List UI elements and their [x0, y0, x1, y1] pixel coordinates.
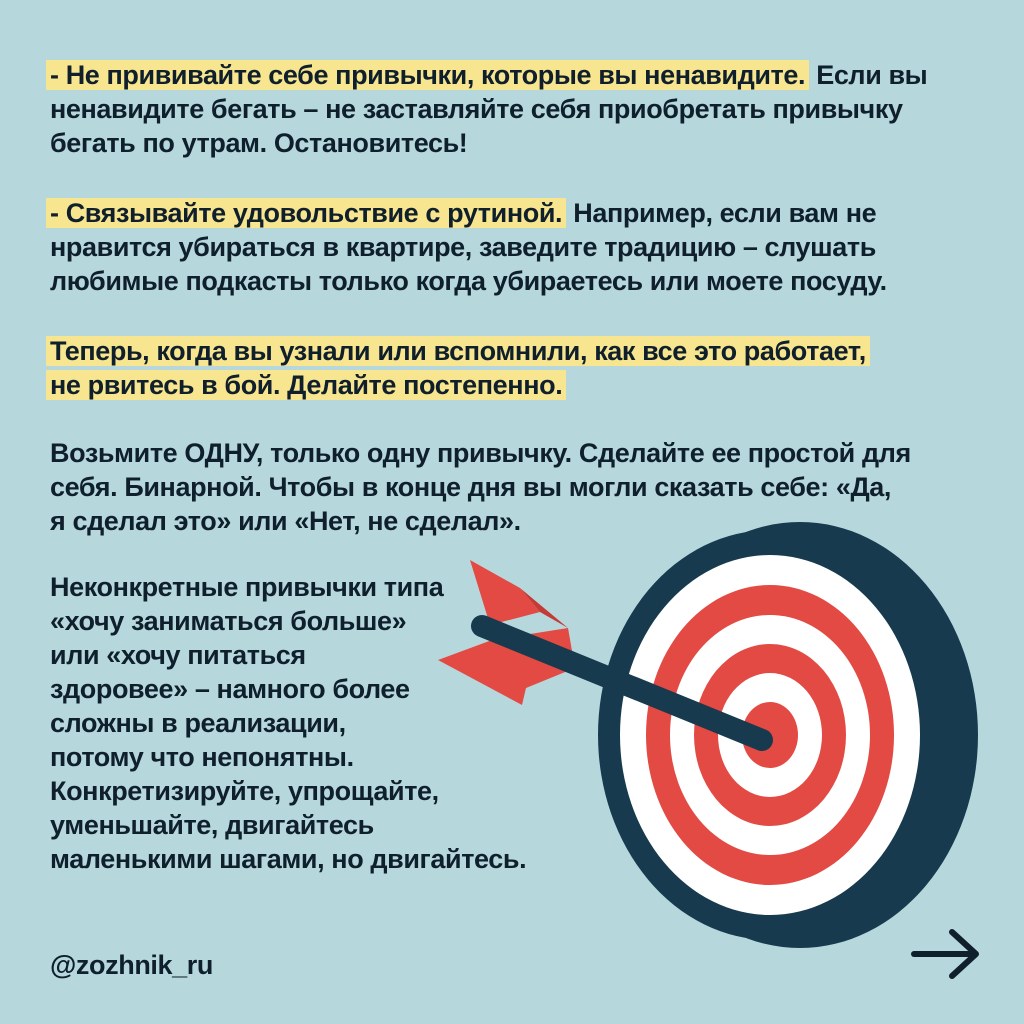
text-line: сложны в реализации,: [50, 708, 346, 738]
text-line: я сделал это» или «Нет, не сделал».: [50, 506, 521, 536]
text-line: нравится убираться в квартире, заведите традицию – слушать: [50, 232, 876, 262]
text-line: или «хочу питаться: [50, 640, 306, 670]
text-line: потому что непонятны.: [50, 742, 354, 772]
highlighted-text: Теперь, когда вы узнали или вспомнили, как все это работает,: [46, 336, 870, 366]
text-line: бегать по утрам. Остановитесь!: [50, 128, 468, 158]
author-handle: @zozhnik_ru: [50, 950, 213, 980]
text-line: Конкретизируйте, упрощайте,: [50, 776, 439, 806]
highlighted-text: - Связывайте удовольствие с рутиной.: [46, 198, 566, 228]
plain-text: Например, если вам не: [566, 198, 877, 228]
text-line: уменьшайте, двигайтесь: [50, 810, 374, 840]
text-line: любимые подкасты только когда убираетесь или моете посуду.: [50, 266, 887, 296]
text-line: «хочу заниматься больше»: [50, 606, 407, 636]
target-board: [598, 522, 978, 948]
text-line: Возьмите ОДНУ, только одну привычку. Сделайте ее простой для: [50, 438, 911, 468]
arrow-right-icon[interactable]: [908, 924, 984, 984]
highlighted-text: - Не прививайте себе привычки, которые вы ненавидите.: [46, 60, 809, 90]
plain-text: Если вы: [809, 60, 928, 90]
text-line: здоровее» – намного более: [50, 674, 410, 704]
text-line: ненавидите бегать – не заставляйте себя приобретать привычку: [50, 94, 903, 124]
highlighted-text: не рвитесь в бой. Делайте постепенно.: [46, 370, 566, 400]
text-line: Неконкретные привычки типа: [50, 572, 444, 602]
text-line: себя. Бинарной. Чтобы в конце дня вы могли сказать себе: «Да,: [50, 472, 892, 502]
text-line: маленькими шагами, но двигайтесь.: [50, 844, 527, 874]
